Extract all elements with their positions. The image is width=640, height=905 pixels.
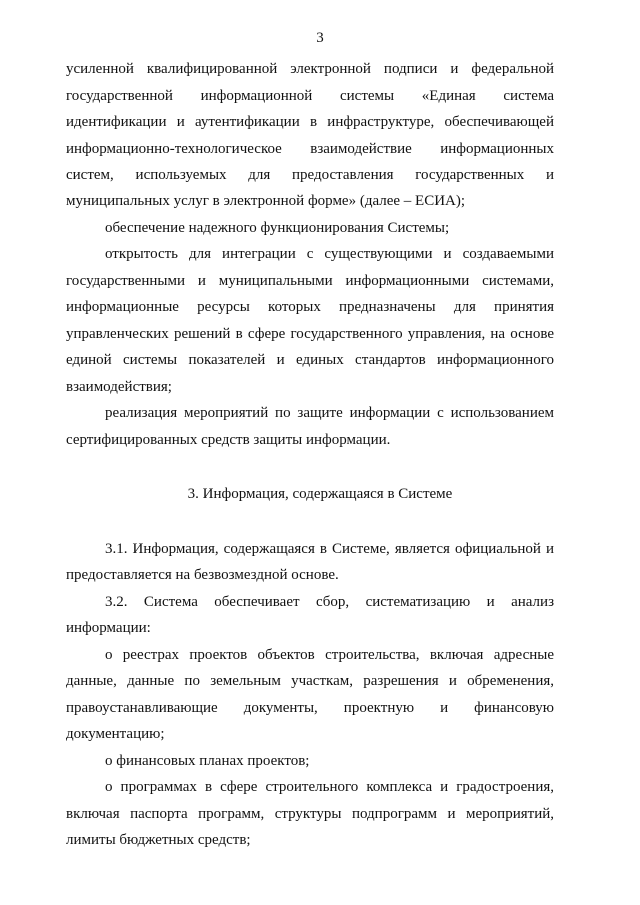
text-line: 3.1. Информация, содержащаяся в Системе, является официальной и [105,541,554,557]
text-line: систем, используемых для предоставления государственных и [66,167,554,183]
text-line: лимиты бюджетных средств; [66,832,251,848]
text-line: усиленной квалифицированной электронной подписи и федеральной [66,61,554,77]
text-line: муниципальных услуг в электронной форме» (далее – ЕСИА); [66,193,466,209]
text-line: документацию; [66,726,165,742]
text-line: информации: [66,620,151,636]
text-line: управленческих решений в сфере государственного управления, на основе [66,326,554,342]
text-line: включая паспорта программ, структуры подпрограмм и мероприятий, [66,806,554,822]
text-line: правоустанавливающие документы, проектную и финансовую [66,700,554,716]
text-line: открытость для интеграции с существующими и создаваемыми [105,246,554,262]
text-line: реализация мероприятий по защите информации с использованием [105,405,554,421]
page-number: 3 [316,30,324,46]
text-line: идентификации и аутентификации в инфраструктуре, обеспечивающей [66,114,554,130]
text-line: 3.2. Система обеспечивает сбор, систематизацию и анализ [105,594,554,610]
text-line: о программах в сфере строительного комплекса и градостроения, [105,779,554,795]
section-heading: 3. Информация, содержащаяся в Системе [187,486,453,502]
text-line: о финансовых планах проектов; [105,753,310,769]
text-line: единой системы показателей и единых стандартов информационного [66,352,554,368]
text-line: обеспечение надежного функционирования Системы; [105,220,450,236]
text-line: государственной информационной системы «Единая система [66,88,554,104]
text-line: информационно-технологическое взаимодействие информационных [66,141,554,157]
text-line: о реестрах проектов объектов строительства, включая адресные [105,647,554,663]
text-line: данные, данные по земельным участкам, разрешения и обременения, [66,673,554,689]
text-line: государственными и муниципальными информационными системами, [66,273,554,289]
text-line: сертифицированных средств защиты информации. [66,432,391,448]
text-line: взаимодействия; [66,379,172,395]
text-line: предоставляется на безвозмездной основе. [66,567,339,583]
text-line: информационные ресурсы которых предназначены для принятия [66,299,554,315]
